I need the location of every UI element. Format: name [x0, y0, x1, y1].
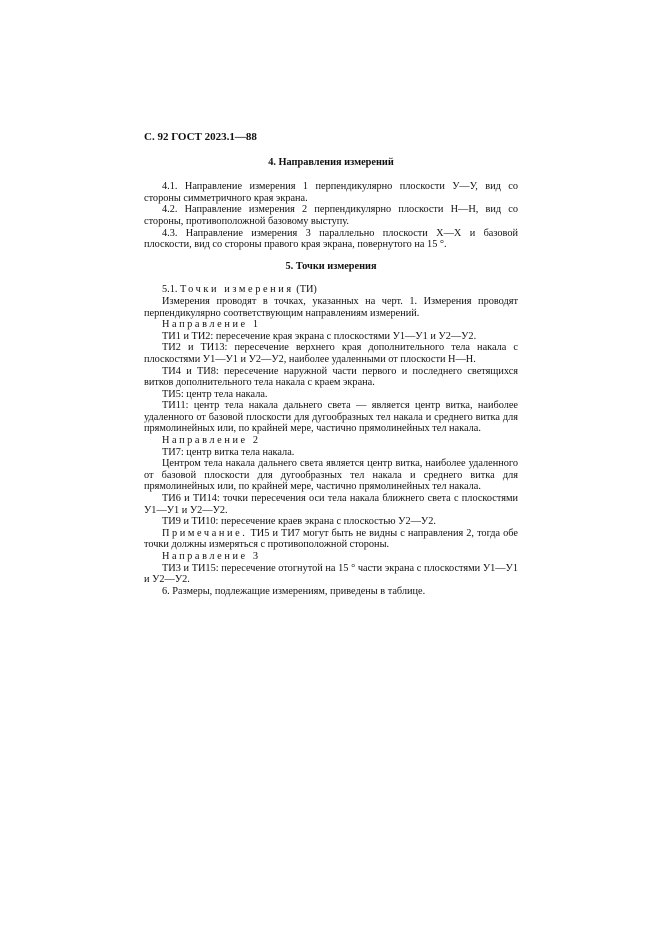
note [144, 528, 518, 551]
direction-3-item: ТИ3 и ТИ15: пересечение отогнутой на 15 ° части экрана с плоскостями У1—У1 и У2—У2. [144, 562, 518, 586]
direction-1-item: ТИ11: центр тела накала дальнего света — является центр витка, наиболее удаленного от базовой плоскости для дугообразных тел накала и среднего витка для прямолинейных или, по крайней мере, частично прямолинейных тел накала. [144, 400, 518, 435]
direction-2-item: Центром тела накала дальнего света является центр витка, наиболее удаленного от базовой плоскости для дугообразных тел накала и среднего витка для прямолинейных или, по крайней мере, частично прямолинейных тел накала. [144, 458, 518, 493]
section-4-title: 4. Направления измерений [268, 156, 394, 168]
paragraph-4-3: 4.3. Направление измерения 3 параллельно плоскости Х—Х и базовой плоскости, вид со стороны правого края экрана, повернутого на 15 °. [144, 227, 518, 251]
paragraph-5-1-body: Измерения проводят в точках, указанных на черт. 1. Измерения проводят перпендикулярно соответствующим направлениям измерений. [144, 295, 518, 319]
section-5-title: 5. Точки измерения [285, 260, 377, 272]
direction-2-label: Направление 2 [162, 435, 261, 447]
note-text: ТИ5 и ТИ7 могут быть не видны с направления 2, тогда обе точки должны измеряться с противоположной стороны. [144, 527, 518, 551]
direction-2-item: ТИ9 и ТИ10: пересечение краев экрана с плоскостью У2—У2. [162, 516, 436, 528]
direction-1-item: ТИ2 и ТИ13: пересечение верхнего края дополнительного тела накала с плоскостями У1—У1 и У2—У2, наиболее удаленными от плоскости Н—Н. [144, 342, 518, 365]
paragraph-5-1-abbr: (ТИ) [296, 284, 317, 296]
document-page [144, 132, 518, 597]
paragraph-6: 6. Размеры, подлежащие измерениям, приведены в таблице. [162, 585, 426, 597]
paragraph-4-2: 4.2. Направление измерения 2 перпендикулярно плоскости Н—Н, вид со стороны, противоположной базовому выступу. [144, 204, 518, 227]
direction-1-item: ТИ4 и ТИ8: пересечение наружной части первого и последнего светящихся витков дополнительного тела накала с краем экрана. [144, 365, 518, 389]
paragraph-5-1-heading: Точки измерения [180, 284, 294, 296]
direction-1-item: ТИ1 и ТИ2: пересечение края экрана с плоскостями У1—У1 и У2—У2. [162, 330, 477, 342]
direction-3-label: Направление 3 [162, 551, 261, 562]
direction-2-item: ТИ6 и ТИ14: точки пересечения оси тела накала ближнего света с плоскостями У1—У1 и У2—У2. [144, 493, 518, 516]
note-label: Примечание. [162, 527, 248, 539]
paragraph-4-1: 4.1. Направление измерения 1 перпендикулярно плоскости У—У, вид со стороны симметричного края экрана. [144, 181, 518, 204]
paragraph-5-1 [144, 284, 518, 296]
direction-1-label: Направление 1 [162, 319, 261, 331]
paragraph-5-1-number: 5.1. [162, 284, 178, 296]
direction-2-item: ТИ7: центр витка тела накала. [162, 446, 295, 458]
direction-1-item: ТИ5: центр тела накала. [162, 388, 268, 400]
page-header: С. 92 ГОСТ 2023.1—88 [144, 131, 257, 143]
